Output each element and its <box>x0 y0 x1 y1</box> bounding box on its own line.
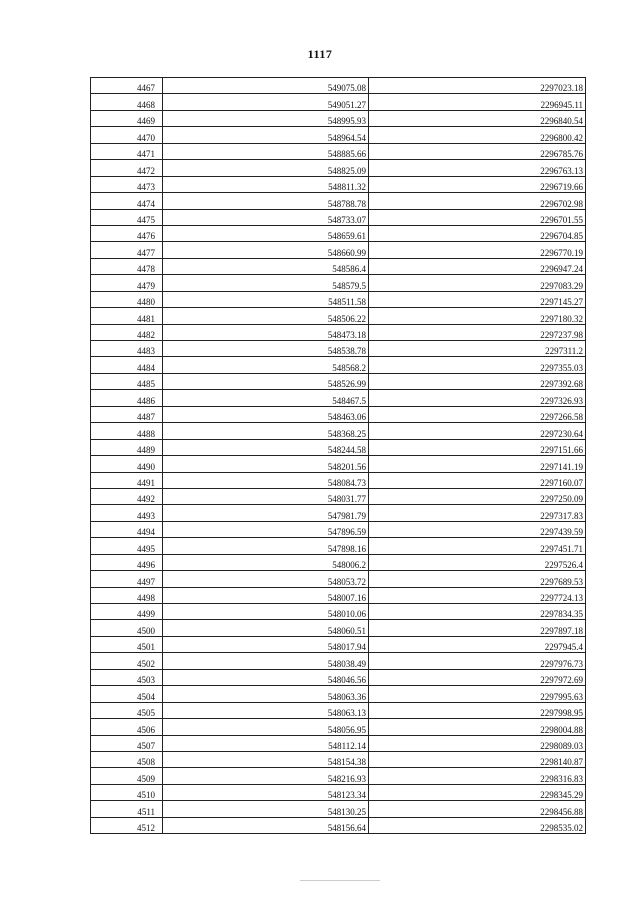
table-row <box>91 538 586 554</box>
table-row <box>91 78 586 94</box>
point-id-cell: 4511 <box>91 801 163 817</box>
point-id-cell: 4489 <box>91 439 163 455</box>
table-row <box>91 209 586 225</box>
y-coordinate-cell: 2298345.29 <box>369 784 586 800</box>
table-row <box>91 571 586 587</box>
y-coordinate-cell: 2297023.18 <box>369 78 586 94</box>
y-coordinate-cell: 2296763.13 <box>369 160 586 176</box>
y-coordinate-cell: 2297972.69 <box>369 669 586 685</box>
table-row <box>91 636 586 652</box>
table-row <box>91 702 586 718</box>
y-coordinate-cell: 2298089.03 <box>369 735 586 751</box>
table-row <box>91 488 586 504</box>
point-id-cell: 4468 <box>91 94 163 110</box>
x-coordinate-cell: 548046.56 <box>163 669 369 685</box>
point-id-cell: 4505 <box>91 702 163 718</box>
point-id-cell: 4484 <box>91 357 163 373</box>
table-row <box>91 587 586 603</box>
x-coordinate-cell: 548112.14 <box>163 735 369 751</box>
x-coordinate-cell: 548368.25 <box>163 423 369 439</box>
x-coordinate-cell: 548007.16 <box>163 587 369 603</box>
x-coordinate-cell: 548123.34 <box>163 784 369 800</box>
x-coordinate-cell: 548964.54 <box>163 127 369 143</box>
table-row <box>91 291 586 307</box>
y-coordinate-cell: 2298535.02 <box>369 817 586 833</box>
point-id-cell: 4504 <box>91 686 163 702</box>
y-coordinate-cell: 2298140.87 <box>369 751 586 767</box>
table-row <box>91 406 586 422</box>
point-id-cell: 4473 <box>91 176 163 192</box>
x-coordinate-cell: 548733.07 <box>163 209 369 225</box>
y-coordinate-cell: 2297083.29 <box>369 275 586 291</box>
y-coordinate-cell: 2296770.19 <box>369 242 586 258</box>
point-id-cell: 4507 <box>91 735 163 751</box>
table-row <box>91 143 586 159</box>
y-coordinate-cell: 2296945.11 <box>369 94 586 110</box>
y-coordinate-cell: 2297834.35 <box>369 604 586 620</box>
point-id-cell: 4503 <box>91 669 163 685</box>
x-coordinate-cell: 548659.61 <box>163 225 369 241</box>
table-row <box>91 225 586 241</box>
y-coordinate-cell: 2298456.88 <box>369 801 586 817</box>
x-coordinate-cell: 549051.27 <box>163 94 369 110</box>
point-id-cell: 4501 <box>91 636 163 652</box>
y-coordinate-cell: 2297317.83 <box>369 505 586 521</box>
table-row <box>91 735 586 751</box>
x-coordinate-cell: 548156.64 <box>163 817 369 833</box>
x-coordinate-cell: 548006.2 <box>163 554 369 570</box>
point-id-cell: 4471 <box>91 143 163 159</box>
table-row <box>91 751 586 767</box>
point-id-cell: 4510 <box>91 784 163 800</box>
table-row <box>91 686 586 702</box>
point-id-cell: 4490 <box>91 456 163 472</box>
y-coordinate-cell: 2297355.03 <box>369 357 586 373</box>
table-row <box>91 258 586 274</box>
point-id-cell: 4497 <box>91 571 163 587</box>
table-row <box>91 784 586 800</box>
x-coordinate-cell: 548586.4 <box>163 258 369 274</box>
table-row <box>91 176 586 192</box>
y-coordinate-cell: 2297145.27 <box>369 291 586 307</box>
point-id-cell: 4479 <box>91 275 163 291</box>
table-row <box>91 275 586 291</box>
table-row <box>91 768 586 784</box>
point-id-cell: 4498 <box>91 587 163 603</box>
table-row <box>91 472 586 488</box>
x-coordinate-cell: 548788.78 <box>163 193 369 209</box>
table-row <box>91 390 586 406</box>
x-coordinate-cell: 548995.93 <box>163 110 369 126</box>
y-coordinate-cell: 2297689.53 <box>369 571 586 587</box>
x-coordinate-cell: 548084.73 <box>163 472 369 488</box>
point-id-cell: 4509 <box>91 768 163 784</box>
x-coordinate-cell: 548063.36 <box>163 686 369 702</box>
y-coordinate-cell: 2296701.55 <box>369 209 586 225</box>
point-id-cell: 4502 <box>91 653 163 669</box>
y-coordinate-cell: 2297250.09 <box>369 488 586 504</box>
x-coordinate-cell: 548463.06 <box>163 406 369 422</box>
x-coordinate-cell: 548660.99 <box>163 242 369 258</box>
point-id-cell: 4470 <box>91 127 163 143</box>
x-coordinate-cell: 548467.5 <box>163 390 369 406</box>
x-coordinate-cell: 548473.18 <box>163 324 369 340</box>
x-coordinate-cell: 547898.16 <box>163 538 369 554</box>
x-coordinate-cell: 548825.09 <box>163 160 369 176</box>
y-coordinate-cell: 2297311.2 <box>369 341 586 357</box>
x-coordinate-cell: 548526.99 <box>163 373 369 389</box>
y-coordinate-cell: 2297995.63 <box>369 686 586 702</box>
y-coordinate-cell: 2296719.66 <box>369 176 586 192</box>
x-coordinate-cell: 548038.49 <box>163 653 369 669</box>
point-id-cell: 4472 <box>91 160 163 176</box>
point-id-cell: 4500 <box>91 620 163 636</box>
point-id-cell: 4483 <box>91 341 163 357</box>
x-coordinate-cell: 548063.13 <box>163 702 369 718</box>
y-coordinate-cell: 2297897.18 <box>369 620 586 636</box>
y-coordinate-cell: 2297151.66 <box>369 439 586 455</box>
y-coordinate-cell: 2296704.85 <box>369 225 586 241</box>
point-id-cell: 4512 <box>91 817 163 833</box>
point-id-cell: 4496 <box>91 554 163 570</box>
table-row <box>91 669 586 685</box>
y-coordinate-cell: 2296840.54 <box>369 110 586 126</box>
x-coordinate-cell: 548201.56 <box>163 456 369 472</box>
table-row <box>91 193 586 209</box>
point-id-cell: 4480 <box>91 291 163 307</box>
y-coordinate-cell: 2297230.64 <box>369 423 586 439</box>
x-coordinate-cell: 548811.32 <box>163 176 369 192</box>
table-row <box>91 160 586 176</box>
x-coordinate-cell: 548579.5 <box>163 275 369 291</box>
table-row <box>91 110 586 126</box>
coordinates-table <box>90 77 586 834</box>
point-id-cell: 4469 <box>91 110 163 126</box>
y-coordinate-cell: 2297237.98 <box>369 324 586 340</box>
x-coordinate-cell: 548053.72 <box>163 571 369 587</box>
x-coordinate-cell: 548056.95 <box>163 719 369 735</box>
table-row <box>91 94 586 110</box>
x-coordinate-cell: 548538.78 <box>163 341 369 357</box>
table-row <box>91 505 586 521</box>
y-coordinate-cell: 2297141.19 <box>369 456 586 472</box>
y-coordinate-cell: 2297976.73 <box>369 653 586 669</box>
table-row <box>91 554 586 570</box>
table-row <box>91 604 586 620</box>
table-row <box>91 242 586 258</box>
table-row <box>91 521 586 537</box>
x-coordinate-cell: 549075.08 <box>163 78 369 94</box>
y-coordinate-cell: 2297451.71 <box>369 538 586 554</box>
point-id-cell: 4495 <box>91 538 163 554</box>
x-coordinate-cell: 548060.51 <box>163 620 369 636</box>
point-id-cell: 4482 <box>91 324 163 340</box>
point-id-cell: 4474 <box>91 193 163 209</box>
x-coordinate-cell: 547981.79 <box>163 505 369 521</box>
y-coordinate-cell: 2296800.42 <box>369 127 586 143</box>
point-id-cell: 4478 <box>91 258 163 274</box>
coordinates-table-body <box>91 78 586 834</box>
table-row <box>91 653 586 669</box>
y-coordinate-cell: 2298316.83 <box>369 768 586 784</box>
x-coordinate-cell: 548568.2 <box>163 357 369 373</box>
x-coordinate-cell: 548244.58 <box>163 439 369 455</box>
y-coordinate-cell: 2298004.88 <box>369 719 586 735</box>
point-id-cell: 4485 <box>91 373 163 389</box>
table-row <box>91 620 586 636</box>
point-id-cell: 4467 <box>91 78 163 94</box>
table-row <box>91 357 586 373</box>
x-coordinate-cell: 548010.06 <box>163 604 369 620</box>
y-coordinate-cell: 2297160.07 <box>369 472 586 488</box>
table-row <box>91 817 586 833</box>
point-id-cell: 4491 <box>91 472 163 488</box>
x-coordinate-cell: 548154.38 <box>163 751 369 767</box>
point-id-cell: 4492 <box>91 488 163 504</box>
table-row <box>91 801 586 817</box>
table-row <box>91 456 586 472</box>
table-row <box>91 439 586 455</box>
x-coordinate-cell: 548017.94 <box>163 636 369 652</box>
point-id-cell: 4476 <box>91 225 163 241</box>
y-coordinate-cell: 2297392.68 <box>369 373 586 389</box>
point-id-cell: 4499 <box>91 604 163 620</box>
y-coordinate-cell: 2297180.32 <box>369 308 586 324</box>
table-row <box>91 324 586 340</box>
table-row <box>91 127 586 143</box>
y-coordinate-cell: 2297526.4 <box>369 554 586 570</box>
x-coordinate-cell: 548506.22 <box>163 308 369 324</box>
x-coordinate-cell: 548216.93 <box>163 768 369 784</box>
y-coordinate-cell: 2297945.4 <box>369 636 586 652</box>
point-id-cell: 4494 <box>91 521 163 537</box>
y-coordinate-cell: 2297724.13 <box>369 587 586 603</box>
x-coordinate-cell: 547896.59 <box>163 521 369 537</box>
y-coordinate-cell: 2297439.59 <box>369 521 586 537</box>
table-row <box>91 308 586 324</box>
table-row <box>91 373 586 389</box>
point-id-cell: 4486 <box>91 390 163 406</box>
point-id-cell: 4475 <box>91 209 163 225</box>
x-coordinate-cell: 548130.25 <box>163 801 369 817</box>
x-coordinate-cell: 548885.66 <box>163 143 369 159</box>
y-coordinate-cell: 2296947.24 <box>369 258 586 274</box>
y-coordinate-cell: 2296785.76 <box>369 143 586 159</box>
page-number: 1117 <box>307 47 333 61</box>
point-id-cell: 4506 <box>91 719 163 735</box>
y-coordinate-cell: 2297266.58 <box>369 406 586 422</box>
y-coordinate-cell: 2297326.93 <box>369 390 586 406</box>
point-id-cell: 4481 <box>91 308 163 324</box>
scan-artifact-line <box>300 880 380 881</box>
x-coordinate-cell: 548511.58 <box>163 291 369 307</box>
y-coordinate-cell: 2296702.98 <box>369 193 586 209</box>
table-row <box>91 719 586 735</box>
point-id-cell: 4488 <box>91 423 163 439</box>
x-coordinate-cell: 548031.77 <box>163 488 369 504</box>
y-coordinate-cell: 2297998.95 <box>369 702 586 718</box>
point-id-cell: 4493 <box>91 505 163 521</box>
point-id-cell: 4477 <box>91 242 163 258</box>
table-row <box>91 341 586 357</box>
point-id-cell: 4487 <box>91 406 163 422</box>
table-row <box>91 423 586 439</box>
point-id-cell: 4508 <box>91 751 163 767</box>
